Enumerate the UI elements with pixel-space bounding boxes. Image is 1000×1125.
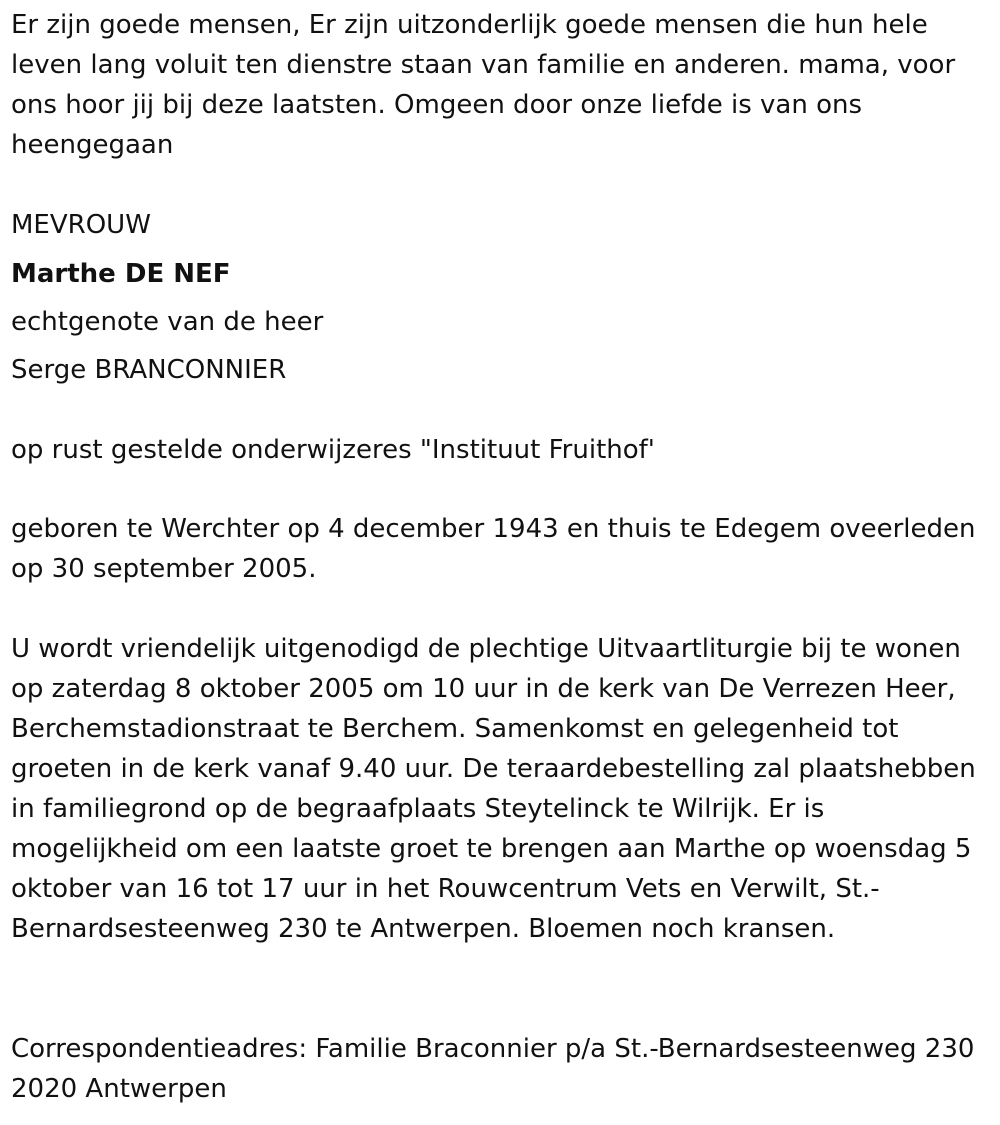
honorific-title: MEVROUW bbox=[11, 210, 151, 240]
funeral-paragraph: U wordt vriendelijk uitgenodigd de plechtige Uitvaartliturgie bij te wonen op zaterdag 8 oktober 2005 om 10 uur in de kerk van De Verrezen Heer, Berchemstadionstraat te Berchem. Samenkomst en gelegenheid tot groeten in de kerk vanaf 9.40 uur. De teraardebestelling zal plaatshebben in familiegrond op de begraafplaats Steytelinck te Wilrijk. Er is mogelijkheid om een laatste groet te brengen aan Marthe op woensdag 5 oktober van 16 tot 17 uur in het Rouwcentrum Vets en Verwilt, St.-Bernardsesteenweg 230 te Antwerpen. Bloemen noch kransen. bbox=[11, 634, 976, 944]
profession-line: op rust gestelde onderwijzeres "Instituut Fruithof' bbox=[11, 435, 655, 465]
intro-paragraph: Er zijn goede mensen, Er zijn uitzonderlijk goede mensen die hun hele leven lang voluit ten dienstre staan van familie en anderen. mama, voor ons hoor jij bij deze laatsten. Omgeen door onze liefde is van ons heengegaan bbox=[11, 10, 956, 160]
correspondence-address: Correspondentieadres: Familie Braconnier p/a St.-Bernardsesteenweg 230 2020 Antwerpen bbox=[11, 1034, 975, 1104]
spouse-name: Serge BRANCONNIER bbox=[11, 355, 287, 385]
deceased-name: Marthe DE NEF bbox=[11, 259, 231, 289]
birth-death-paragraph: geboren te Werchter op 4 december 1943 en thuis te Edegem oveerleden op 30 september 2005. bbox=[11, 514, 976, 584]
spouse-label: echtgenote van de heer bbox=[11, 307, 324, 337]
